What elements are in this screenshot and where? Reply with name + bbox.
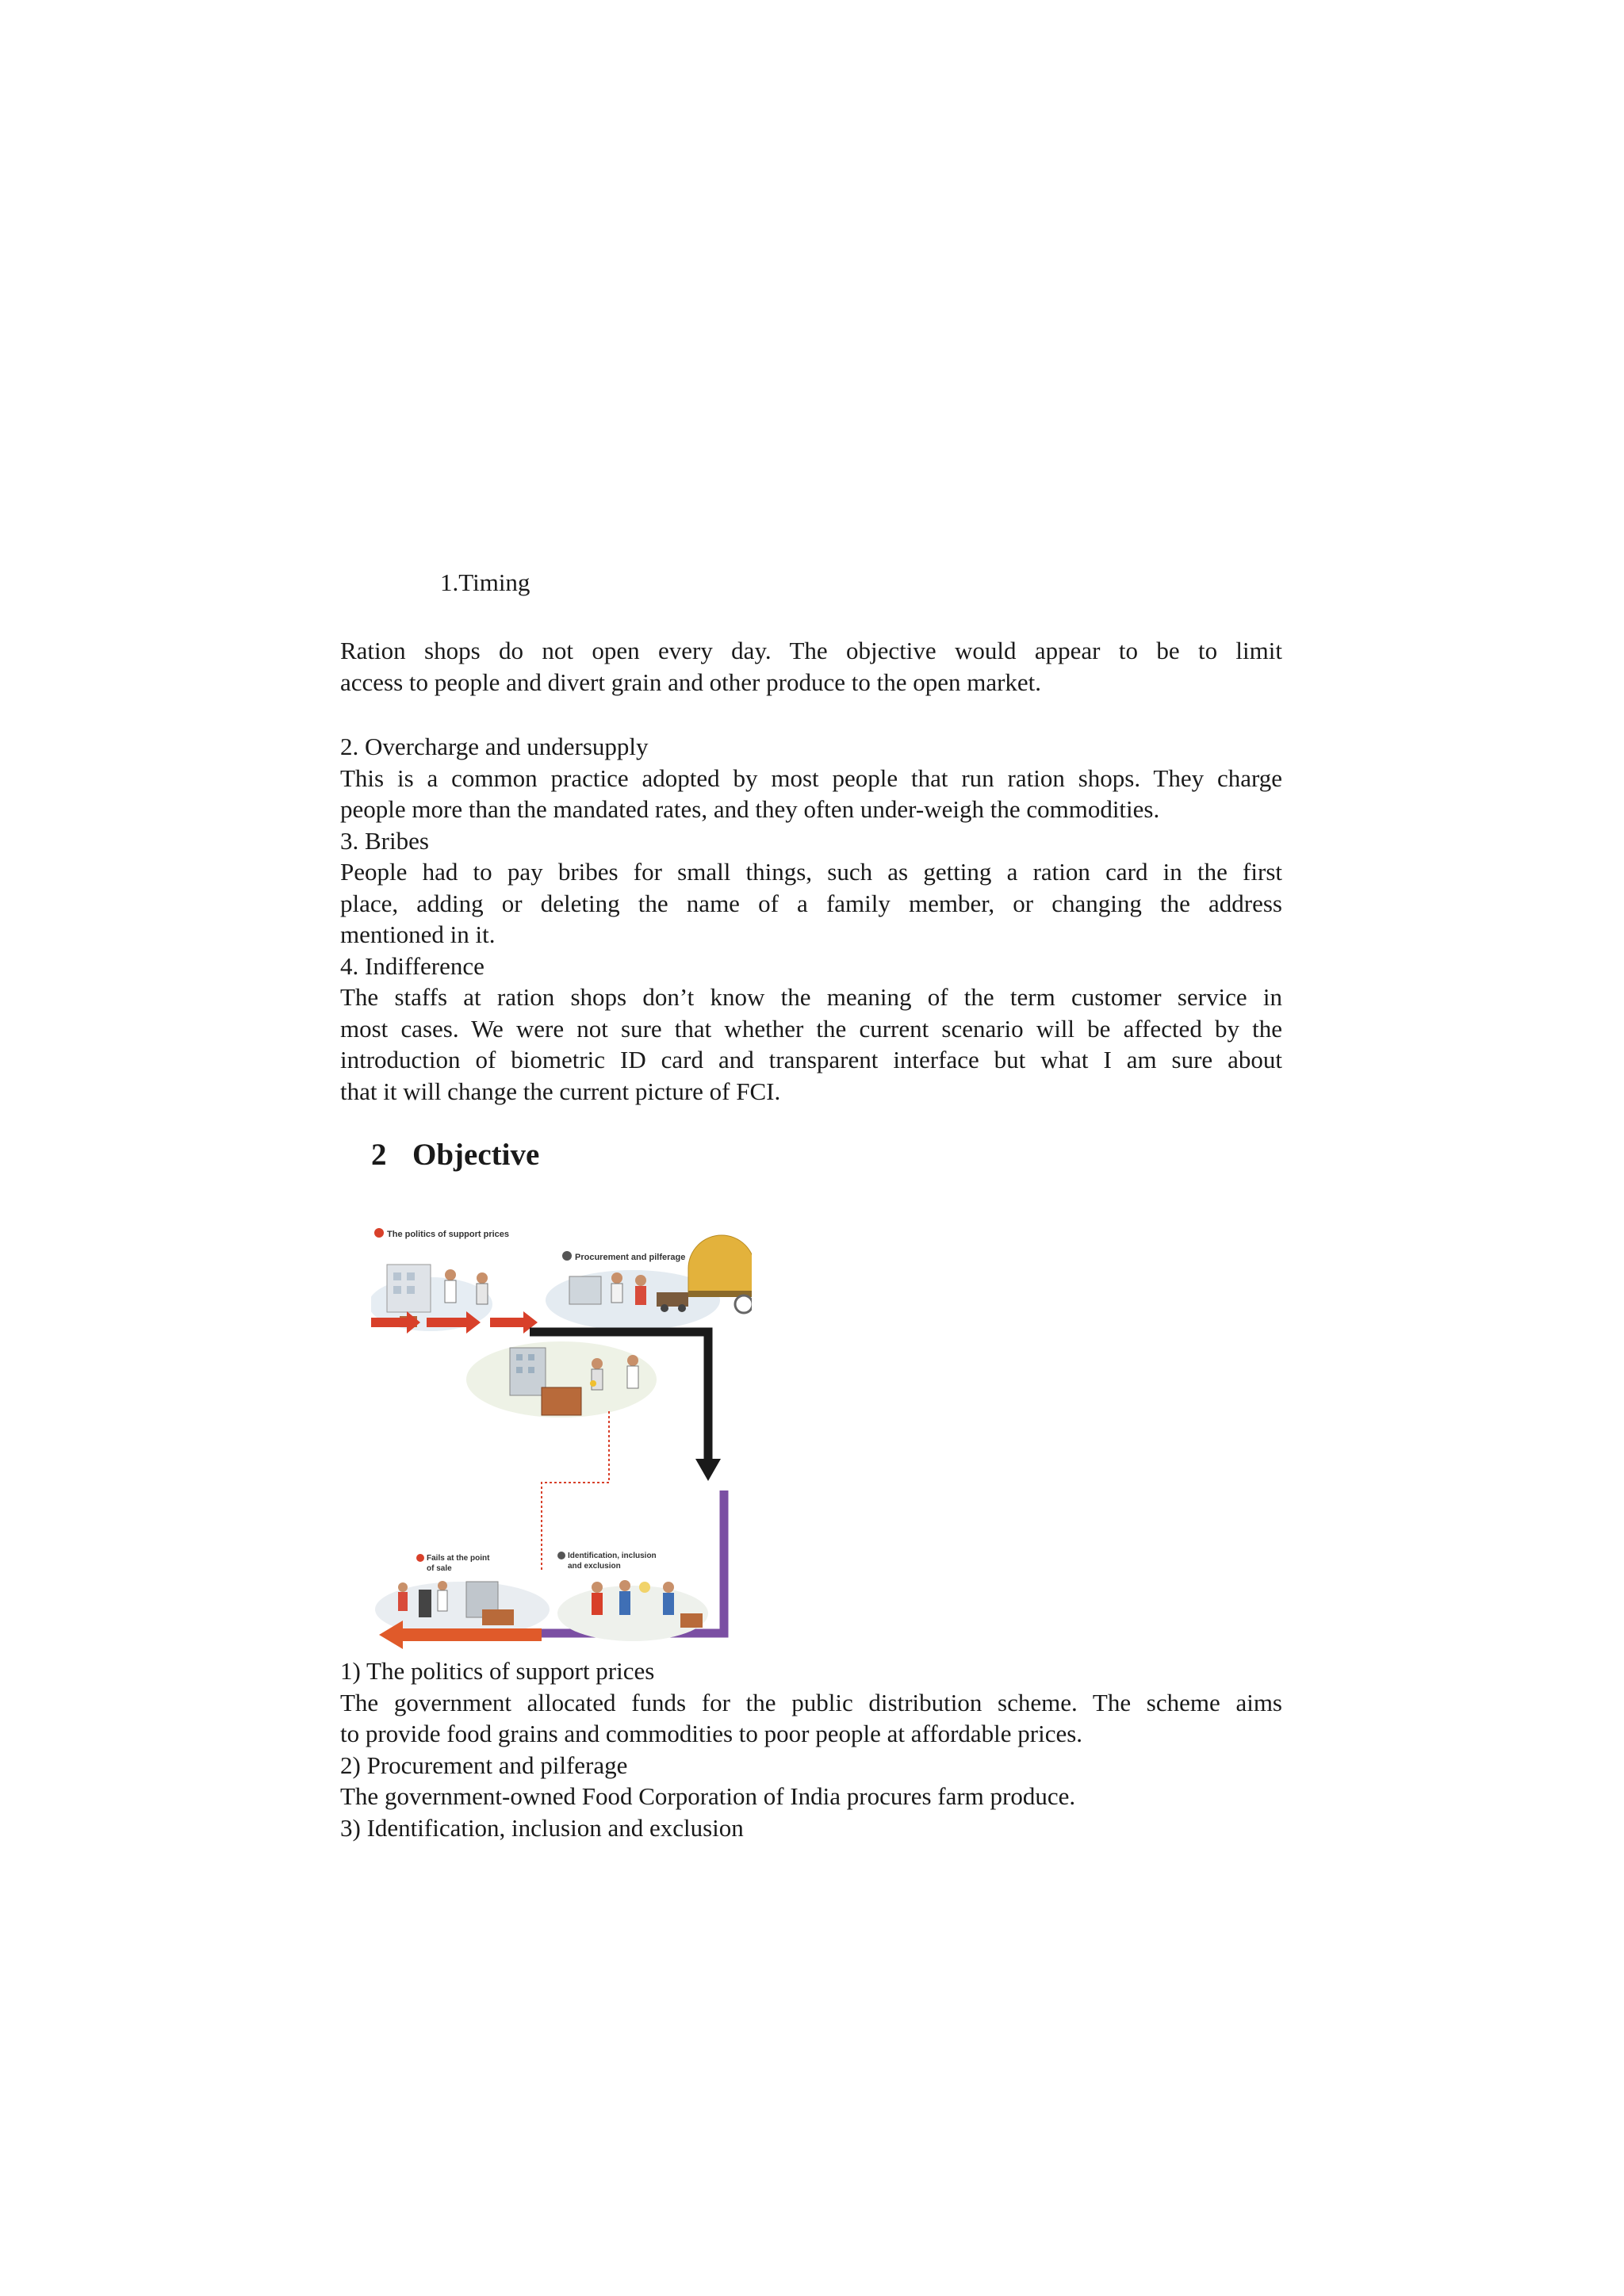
objective-list bbox=[340, 1655, 1282, 1843]
body-line: to provide food grains and commodities to poor people at affordable prices. bbox=[340, 1720, 1083, 1747]
warehouse-scene bbox=[466, 1341, 657, 1418]
step-2-marker bbox=[562, 1251, 572, 1261]
body-line: Ration shops do not open every day. The objective would appear to be to limit bbox=[340, 637, 1282, 664]
item-timing-title: 1.Timing bbox=[440, 568, 530, 596]
objective-item-2-title: 2) Procurement and pilferage bbox=[340, 1751, 628, 1779]
pds-flow-illustration bbox=[371, 1221, 752, 1649]
label-identification-line1: Identification, inclusion bbox=[568, 1552, 657, 1560]
section-number: 2 bbox=[371, 1138, 387, 1172]
body-line: people more than the mandated rates, and they often under-weigh the commodities. bbox=[340, 795, 1160, 823]
label-fails-line2: of sale bbox=[427, 1564, 452, 1573]
body-line: This is a common practice adopted by most people that run ration shops. They charge bbox=[340, 763, 1282, 792]
step-4-marker bbox=[416, 1554, 424, 1562]
body-line: People had to pay bribes for small things, such as getting a ration card in the first bbox=[340, 858, 1282, 886]
item-bribes-title: 3. Bribes bbox=[340, 826, 429, 855]
body-line: access to people and divert grain and other produce to the open market. bbox=[340, 668, 1042, 696]
label-fails-line1: Fails at the point bbox=[427, 1554, 490, 1563]
body-line: most cases. We were not sure that whether the current scenario will be affected by the bbox=[340, 1014, 1282, 1043]
body-line: The staffs at ration shops don’t know the meaning of the term customer service in bbox=[340, 983, 1282, 1011]
body-line: introduction of biometric ID card and transparent interface but what I am sure about bbox=[340, 1046, 1282, 1073]
body-line: that it will change the current picture of FCI. bbox=[340, 1077, 781, 1105]
step-3-marker bbox=[557, 1552, 565, 1559]
item-indifference-title: 4. Indifference bbox=[340, 951, 485, 980]
body-line: mentioned in it. bbox=[340, 920, 496, 948]
items-block bbox=[340, 731, 1282, 1107]
section-title: Objective bbox=[412, 1138, 540, 1172]
body-line: The government-owned Food Corporation of India procures farm produce. bbox=[340, 1782, 1076, 1810]
item-timing-body bbox=[340, 635, 1282, 698]
step-1-marker bbox=[374, 1228, 384, 1238]
label-procurement: Procurement and pilferage bbox=[575, 1253, 686, 1262]
item-overcharge-title: 2. Overcharge and undersupply bbox=[340, 733, 649, 760]
dotted-link bbox=[542, 1411, 609, 1570]
body-line: The government allocated funds for the public distribution scheme. The scheme aims bbox=[340, 1688, 1282, 1716]
label-support-prices: The politics of support prices bbox=[387, 1230, 510, 1239]
objective-item-1-title: 1) The politics of support prices bbox=[340, 1657, 655, 1685]
label-identification-line2: and exclusion bbox=[568, 1562, 621, 1571]
body-line: place, adding or deleting the name of a family member, or changing the address bbox=[340, 889, 1282, 917]
black-arrow-head bbox=[695, 1459, 721, 1481]
section-heading bbox=[371, 1135, 539, 1175]
identification-scene bbox=[557, 1580, 708, 1641]
objective-item-3-title: 3) Identification, inclusion and exclusion bbox=[340, 1813, 744, 1842]
